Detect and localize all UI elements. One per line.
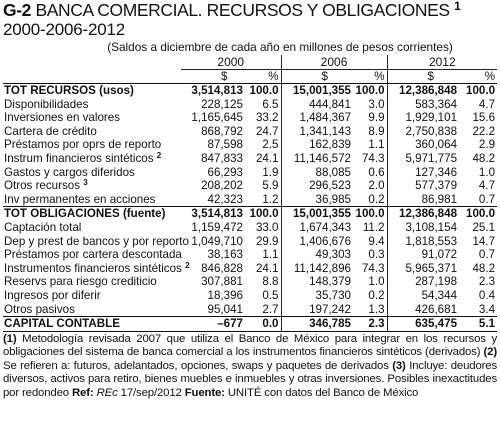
percent-2012: 2.9 <box>478 138 496 152</box>
value-2006: 1,484,367 <box>281 111 353 125</box>
row-label <box>3 275 181 289</box>
value-2006: 36,985 <box>281 193 353 207</box>
footnote-2-mark: (2) <box>483 346 498 359</box>
row-label <box>3 152 181 166</box>
table-row <box>3 138 497 152</box>
percent-2006: 100.0 <box>353 207 387 221</box>
percent-2012: 0.7 <box>478 192 496 206</box>
percent-2006: 0.2 <box>368 288 385 302</box>
ref-date: 17/sep/2012 <box>120 387 182 400</box>
table-row <box>3 125 497 139</box>
percent-2012: 5.1 <box>459 317 497 332</box>
value-2000: 307,881 <box>201 275 243 289</box>
row-label-text: Otros recursos <box>4 179 81 193</box>
value-2006: 162,839 <box>281 138 353 152</box>
value-2000: 1,165,645 <box>191 111 243 125</box>
row-label <box>3 260 190 276</box>
value-2012: 91,072 <box>387 248 459 262</box>
row-label-text: Instrumentos financieros sintéticos <box>4 261 182 275</box>
row-label-text: TOT RECURSOS (usos) <box>4 84 134 97</box>
footnote-ref-mark: 2 <box>185 260 190 270</box>
table-row <box>3 221 497 235</box>
percent-2000: 1.9 <box>262 165 279 179</box>
value-2012: 3,108,154 <box>387 221 459 235</box>
value-2012: 583,364 <box>387 98 459 112</box>
percent-2012: 4.7 <box>478 97 496 111</box>
ref-label: Ref: <box>71 387 94 400</box>
footnote-3-mark: (3) <box>392 359 406 372</box>
currency-header: $ <box>387 70 459 84</box>
year-header-2006: 2006 <box>281 55 387 70</box>
data-table <box>3 55 497 332</box>
percent-2012: 100.0 <box>466 84 496 97</box>
row-label <box>3 248 181 262</box>
row-label-text: Préstamos por cartera descontada <box>4 248 182 262</box>
percent-2000: 1.1 <box>262 248 279 262</box>
percent-2000: 8.8 <box>262 275 279 289</box>
value-2006: 49,303 <box>281 248 353 262</box>
percent-2006: 1.1 <box>368 138 385 152</box>
percent-2006: 0.2 <box>368 192 385 206</box>
row-label-text: Captación total <box>4 220 82 234</box>
percent-header: % <box>353 70 387 84</box>
row-label <box>3 111 181 125</box>
unit-header-row <box>3 70 497 84</box>
value-2012: 86,981 <box>387 193 459 207</box>
percent-2012: 0.4 <box>478 288 496 302</box>
value-2006: 35,730 <box>281 289 353 303</box>
value-2000: 95,041 <box>207 302 243 316</box>
value-2000: 1,159,472 <box>191 220 243 234</box>
value-2000: 1,049,710 <box>191 234 243 248</box>
year-header-row <box>3 55 497 70</box>
value-2006: 1,674,343 <box>281 221 353 235</box>
percent-2000: 2.7 <box>262 302 279 316</box>
percent-2012: 14.7 <box>472 234 496 248</box>
table-body <box>3 84 497 332</box>
percent-2006: 11.2 <box>362 220 385 234</box>
row-label-text: Otros pasivos <box>4 302 75 316</box>
footnote-3: Incluye: deudores diversos, activos para retiro, bienes muebles e inmuebles y otras inversiones. <box>3 359 498 386</box>
percent-2000: 33.0 <box>255 220 279 234</box>
value-2012: 12,386,848 <box>387 207 459 221</box>
percent-header: % <box>245 70 281 84</box>
units-note: (Saldos a diciembre de cada año en millones de pesos corrientes) <box>107 40 453 54</box>
value-2006: 148,379 <box>281 275 353 289</box>
value-2006: 15,001,355 <box>281 207 353 221</box>
value-2012: 426,681 <box>387 303 459 317</box>
row-label <box>3 166 181 180</box>
percent-2012: 22.2 <box>472 124 496 138</box>
value-2012: 5,965,371 <box>387 262 459 276</box>
table-row <box>3 166 497 180</box>
percent-2000: 33.2 <box>255 111 279 125</box>
percent-2006: 9.9 <box>368 111 385 125</box>
value-2012: 1,818,553 <box>387 235 459 249</box>
value-2006: 197,242 <box>281 303 353 317</box>
title-text: BANCA COMERCIAL. RECURSOS Y OBLIGACIONES <box>35 0 450 20</box>
year-header-2012: 2012 <box>387 55 497 70</box>
percent-2012: 25.1 <box>472 220 496 234</box>
table-code: G-2 <box>3 0 31 20</box>
percent-2000: 24.1 <box>255 261 279 275</box>
percent-2000: 24.1 <box>255 151 279 165</box>
value-2006: 1,406,676 <box>281 235 353 249</box>
ref-code: REc <box>96 387 118 400</box>
table-row <box>3 262 497 276</box>
table-row <box>3 111 497 125</box>
row-label-text: Disponibilidades <box>4 97 89 111</box>
percent-2000: 5.9 <box>262 179 279 193</box>
row-label <box>3 317 181 332</box>
row-label <box>3 125 181 139</box>
table-row <box>3 289 497 303</box>
row-label-text: Instrum financieros sintéticos <box>4 151 154 165</box>
percent-2006: 1.0 <box>368 275 385 289</box>
percent-2006: 100.0 <box>355 84 385 97</box>
row-label <box>3 193 181 207</box>
value-2006: 444,841 <box>281 98 353 112</box>
value-2012: 5,971,775 <box>387 152 459 166</box>
value-2000: 846,828 <box>201 261 243 275</box>
value-2012: 287,198 <box>387 275 459 289</box>
value-2000: 66,293 <box>207 165 243 179</box>
value-2006: 296,523 <box>281 179 353 193</box>
percent-2000: 29.9 <box>255 234 279 248</box>
value-2000: 42,323 <box>207 192 243 206</box>
percent-2006: 9.4 <box>368 234 385 248</box>
value-2000: 87,598 <box>207 138 243 152</box>
percent-2006: 8.9 <box>368 124 385 138</box>
footnote-ref-mark: 2 <box>156 150 162 160</box>
value-2000: 18,396 <box>207 288 243 302</box>
value-2006: 11,142,896 <box>281 262 353 276</box>
table-row <box>3 235 497 249</box>
row-label <box>3 98 181 112</box>
percent-2012: 3.4 <box>478 302 496 316</box>
table-row <box>3 98 497 112</box>
value-2012: 2,750,838 <box>387 125 459 139</box>
table-row <box>3 193 497 207</box>
percent-2006: 0.3 <box>368 248 385 262</box>
table-row <box>3 317 497 332</box>
percent-2000: 24.7 <box>255 124 279 138</box>
currency-header: $ <box>181 70 245 84</box>
value-2012: 577,379 <box>387 179 459 193</box>
percent-2000: 0.5 <box>262 288 279 302</box>
row-label-text: Dep y prest de bancos y por reporto <box>4 234 189 248</box>
value-2006: 88,085 <box>281 166 353 180</box>
title-note-mark: 1 <box>454 0 461 13</box>
percent-2000: 2.5 <box>262 138 279 152</box>
value-2006: 1,341,143 <box>281 125 353 139</box>
row-label-text: Reservs para riesgo crediticio <box>4 275 157 289</box>
value-2000: 228,125 <box>201 97 243 111</box>
table-row <box>3 84 497 98</box>
percent-2006: 2.3 <box>353 317 387 332</box>
row-label <box>3 138 181 152</box>
value-2000: 847,833 <box>201 151 243 165</box>
row-label <box>3 84 181 98</box>
value-2012: 54,344 <box>387 289 459 303</box>
row-label-text: Gastos y cargos diferidos <box>4 165 135 179</box>
percent-2006: 3.0 <box>368 97 385 111</box>
table-row <box>3 275 497 289</box>
table-row <box>3 303 497 317</box>
percent-2006: 0.6 <box>368 165 385 179</box>
row-label <box>3 303 181 317</box>
percent-2000: 100.0 <box>245 207 281 221</box>
row-label-text: CAPITAL CONTABLE <box>4 317 120 331</box>
percent-2006: 1.3 <box>368 302 385 316</box>
percent-2012: 0.7 <box>478 248 496 262</box>
table-row <box>3 152 497 166</box>
row-label-text: TOT OBLIGACIONES (fuente) <box>4 207 166 221</box>
row-label <box>3 179 181 193</box>
percent-2012: 48.2 <box>472 151 496 165</box>
value-2012: 1,929,101 <box>387 111 459 125</box>
value-2012: 127,346 <box>387 166 459 180</box>
page-subtitle: 2000-2006-2012 <box>3 20 125 39</box>
percent-2012: 48.2 <box>472 261 496 275</box>
value-2012: 360,064 <box>387 138 459 152</box>
percent-2012: 2.3 <box>478 275 496 289</box>
footnote-ref-mark: 3 <box>83 178 88 188</box>
value-2000: 3,514,813 <box>181 207 245 221</box>
value-2006: 11,146,572 <box>281 152 353 166</box>
row-label-text: Ingresos por diferir <box>4 288 101 302</box>
value-2012: 12,386,848 <box>387 84 459 98</box>
footnote-1: Metodología revisada 2007 que utiliza el Banco de México para integrar en los recursos y obligaciones del sistema de banca comercial a los instrumentos financieros sintéticos (derivados) <box>3 332 497 359</box>
footnote-2: Se refieren a: futuros, adelantados, opciones, swaps y paquetes de derivados <box>3 359 389 372</box>
source-text: UNITÉ con datos del Banco de México <box>227 387 419 400</box>
percent-2000: 1.2 <box>262 192 279 206</box>
footnote-1-mark: (1) <box>3 332 17 345</box>
value-2000: –677 <box>181 317 245 332</box>
row-label <box>3 234 189 249</box>
value-2000: 3,514,813 <box>191 84 243 97</box>
row-label <box>3 289 181 303</box>
rounding-note: Posibles inexactitudes por redondeo <box>3 373 497 400</box>
value-2006: 15,001,355 <box>281 84 353 98</box>
row-label <box>3 221 181 235</box>
percent-2012: 4.7 <box>478 179 496 193</box>
percent-2012: 100.0 <box>459 207 497 221</box>
percent-2006: 2.0 <box>368 179 385 193</box>
value-2006: 346,785 <box>281 317 353 332</box>
value-2012: 635,475 <box>387 317 459 332</box>
value-2000: 38,163 <box>207 248 243 262</box>
footnotes <box>3 333 497 401</box>
percent-2012: 1.0 <box>478 165 496 179</box>
table-row <box>3 207 497 221</box>
source-label: Fuente: <box>184 387 225 400</box>
percent-2006: 74.3 <box>361 261 385 275</box>
value-2000: 868,792 <box>201 124 243 138</box>
percent-2000: 6.5 <box>262 97 279 111</box>
currency-header: $ <box>281 70 353 84</box>
row-label-text: Préstamos por oprs de reporto <box>4 138 162 152</box>
percent-header: % <box>459 70 497 84</box>
row-label-text: Inversiones en valores <box>4 111 120 125</box>
percent-2000: 100.0 <box>249 84 279 97</box>
year-header-2000: 2000 <box>181 55 281 70</box>
percent-2012: 15.6 <box>472 111 496 125</box>
table-row <box>3 179 497 193</box>
table-row <box>3 248 497 262</box>
row-label <box>3 207 181 221</box>
row-label-text: Cartera de crédito <box>4 124 97 138</box>
value-2000: 208,202 <box>201 179 243 193</box>
page-title <box>3 0 497 20</box>
row-label-text: Inv permanentes en acciones <box>4 192 156 206</box>
percent-2000: 0.0 <box>245 317 281 332</box>
percent-2006: 74.3 <box>361 151 385 165</box>
